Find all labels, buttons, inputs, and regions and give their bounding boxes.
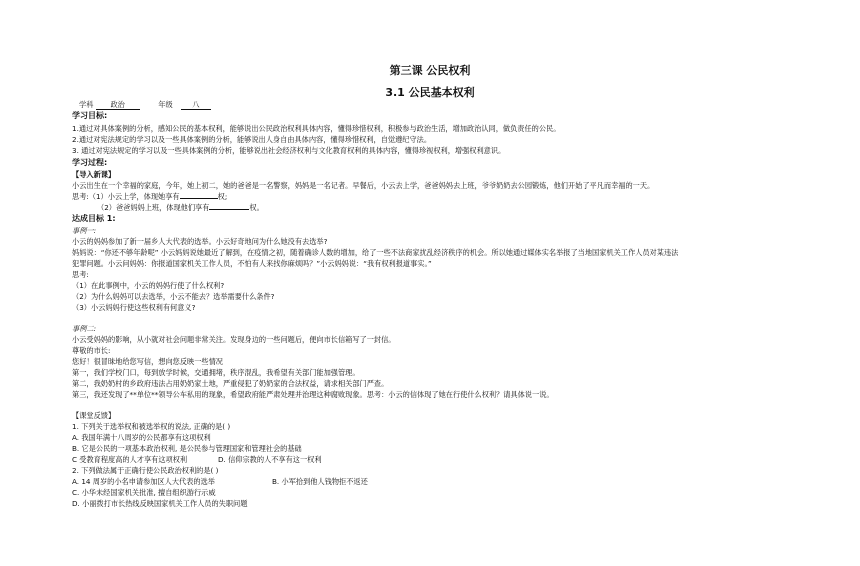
question-1: 1. 下列关于选举权和被选举权的说法, 正确的是( ) — [72, 422, 231, 431]
question-2: 2. 下列做法属于正确行使公民政治权利的是( ) — [72, 466, 219, 475]
section-title: 3.1 公民基本权利 — [385, 86, 475, 99]
goals-heading: 学习目标: — [72, 111, 108, 120]
case1-line: 小云的妈妈参加了新一届乡人大代表的选举。小云好奇地问为什么她没有去选举? — [72, 237, 328, 246]
subject-value: 政治 — [96, 100, 140, 110]
option-b: B. 小军拾到他人钱物拒不返还 — [272, 477, 368, 486]
process-heading: 学习过程: — [72, 158, 108, 167]
case1-line: 思考: — [72, 270, 89, 279]
meta-row — [79, 100, 211, 110]
question-line: （2）爸爸妈妈上班，体现他们享有 权。 — [97, 203, 264, 212]
option-a: A. 14 周岁的小名申请参加区人大代表的选举 — [72, 477, 215, 486]
case2-line: 第二，我奶奶村的乡政府违法占用奶奶家土地，严重侵犯了奶奶家的合法权益，请求相关部门严查。 — [72, 379, 389, 388]
goal-item: 2.通过对宪法规定的学习以及一些具体案例的分析，能够说出人身自由具体内容，懂得珍惜权利，自觉遵纪守法。 — [72, 135, 432, 144]
case1-line: （2）为什么妈妈可以去选举，小云不能去？选举需要什么条件? — [72, 292, 275, 301]
lesson-title: 第三课 公民权利 — [389, 64, 471, 77]
option-b: B. 它是公民的一项基本政治权利, 是公民参与管理国家和管理社会的基础 — [72, 444, 302, 453]
case1-line: （3）小云妈妈行使这些权利有何意义? — [72, 303, 196, 312]
option-c: C 受教育程度高的人才享有这项权利 — [72, 455, 188, 464]
goal-item: 3. 通过对宪法规定的学习以及一些具体案例的分析，能够说出社会经济权利与文化教育权利的具体内容，懂得珍视权利，增强权利意识。 — [72, 146, 506, 155]
grade-label: 年级 — [158, 100, 173, 109]
case1-line: 犯罪问题。小云问妈妈：你报道国家机关工作人员，不怕有人来找你麻烦吗？”小云妈妈说：“我有权利报道事实。” — [72, 259, 432, 268]
case2-line: 第三，我还发现了**单位**领导公车私用的现象，希望政府能严肃处理并治理这种腐败现象。思考：小云的信体现了她在行使什么权利？请具体说一说。 — [72, 390, 554, 399]
case2-line: 尊敬的市长: — [72, 346, 111, 355]
case1-line: 妈妈说：“你还不够年龄呢” 小云妈妈说她最近了解到，在疫情之初，随着确诊人数的增加，给了一些不法商家扰乱经济秩序的机会。所以她通过媒体实名举报了当地国家机关工作人员对某违法 — [72, 248, 679, 257]
goal1-heading: 达成目标 1: — [72, 214, 116, 223]
case2-line: 小云受妈妈的影响，从小就对社会问题非常关注。发现身边的一些问题后，便向市长信箱写了一封信。 — [72, 335, 396, 344]
grade-value: 八 — [181, 100, 211, 110]
subject-label: 学科 — [79, 100, 94, 109]
case1-line: （1）在此事例中，小云的妈妈行使了什么权利? — [72, 281, 225, 290]
question-line: 思考:（1）小云上学，体现她享有 权; — [72, 192, 228, 201]
option-c: C. 小华未经国家机关批准, 擅自组织游行示威 — [72, 488, 216, 497]
case1-label: 事例一: — [72, 226, 96, 235]
intro-heading: 【导入新课】 — [72, 170, 116, 179]
case2-label: 事例二: — [72, 324, 96, 333]
goal-item: 1.通过对具体案例的分析，感知公民的基本权利，能够说出公民政治权利具体内容，懂得珍惜权利，积极参与政治生活，增加政治认同，做负责任的公民。 — [72, 124, 561, 133]
feedback-heading: 【课堂反馈】 — [72, 411, 116, 420]
case2-line: 您好！很冒昧地给您写信，想向您反映一些情况 — [72, 357, 223, 366]
case2-line: 第一，我们学校门口，每到放学时候，交通拥堵，秩序混乱，我希望有关部门能加强管理。 — [72, 368, 360, 377]
intro-text: 小云出生在一个幸福的家庭，今年，她上初二，她的爸爸是一名警察，妈妈是一名记者。早餐后，小云去上学，爸爸妈妈去上班，爷爷奶奶去公园锻炼，他们开始了平凡而幸福的一天。 — [72, 181, 655, 190]
option-a: A. 我国年满十八周岁的公民都享有这项权利 — [72, 433, 211, 442]
option-d: D. 小丽拨打市长热线反映国家机关工作人员的失职问题 — [72, 499, 248, 508]
option-d: D. 信仰宗教的人不享有这一权利 — [218, 455, 322, 464]
